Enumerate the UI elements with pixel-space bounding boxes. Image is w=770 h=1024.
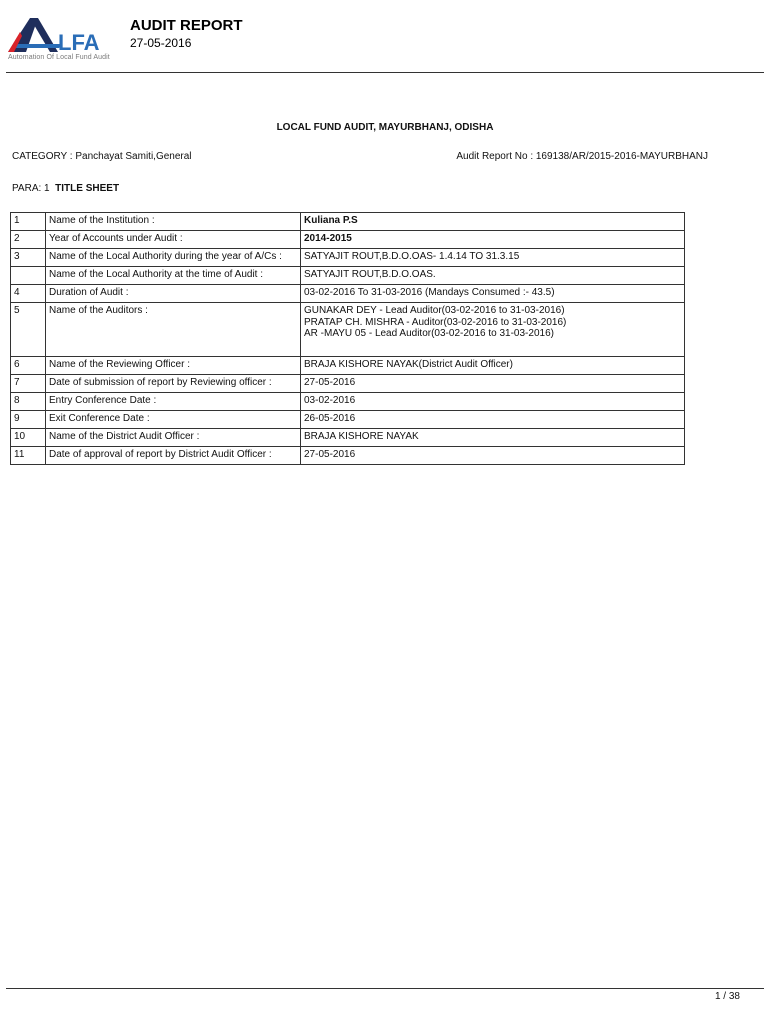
row-number: 1 — [11, 213, 46, 231]
row-number: 10 — [11, 429, 46, 447]
header-divider — [6, 72, 764, 73]
report-title: AUDIT REPORT — [130, 17, 243, 34]
para-title: TITLE SHEET — [55, 183, 120, 194]
row-number: 8 — [11, 393, 46, 411]
table-row — [11, 393, 685, 411]
table-row — [11, 375, 685, 393]
row-value: BRAJA KISHORE NAYAK(District Audit Officer) — [301, 357, 685, 375]
row-value: 2014-2015 — [301, 231, 685, 249]
table-row — [11, 357, 685, 375]
row-number: 2 — [11, 231, 46, 249]
alfa-logo — [6, 14, 124, 66]
table-row — [11, 447, 685, 465]
title-sheet-table — [10, 212, 685, 465]
row-label: Name of the Local Authority during the year of A/Cs : — [46, 249, 301, 267]
report-date: 27-05-2016 — [130, 36, 192, 50]
row-label: Date of approval of report by District Audit Officer : — [46, 447, 301, 465]
row-label: Year of Accounts under Audit : — [46, 231, 301, 249]
table-row — [11, 231, 685, 249]
row-label: Name of the Institution : — [46, 213, 301, 231]
row-number: 9 — [11, 411, 46, 429]
row-label: Exit Conference Date : — [46, 411, 301, 429]
auditors-cell — [301, 303, 685, 357]
row-value: 27-05-2016 — [301, 447, 685, 465]
para-prefix: PARA: 1 — [12, 183, 50, 194]
table-row — [11, 249, 685, 267]
row-label: Name of the District Audit Officer : — [46, 429, 301, 447]
row-value: BRAJA KISHORE NAYAK — [301, 429, 685, 447]
para-heading — [12, 183, 119, 194]
row-value: Kuliana P.S — [301, 213, 685, 231]
row-value: 03-02-2016 To 31-03-2016 (Mandays Consumed :- 43.5) — [301, 285, 685, 303]
row-value: SATYAJIT ROUT,B.D.O.OAS. — [301, 267, 685, 285]
row-value: 27-05-2016 — [301, 375, 685, 393]
auditor-line: GUNAKAR DEY - Lead Auditor(03-02-2016 to 31-03-2016) — [304, 305, 565, 316]
row-number: 7 — [11, 375, 46, 393]
row-number: 4 — [11, 285, 46, 303]
logo-tagline: Automation Of Local Fund Audit — [8, 54, 110, 61]
alfa-logo-mark — [6, 14, 124, 54]
row-number: 11 — [11, 447, 46, 465]
row-number: 3 — [11, 249, 46, 267]
row-label: Name of the Local Authority at the time of Audit : — [46, 267, 301, 285]
row-label: Entry Conference Date : — [46, 393, 301, 411]
row-label: Date of submission of report by Reviewing officer : — [46, 375, 301, 393]
table-row — [11, 213, 685, 231]
category-line: CATEGORY : Panchayat Samiti,General — [12, 151, 192, 162]
table-row — [11, 285, 685, 303]
row-value: SATYAJIT ROUT,B.D.O.OAS- 1.4.14 TO 31.3.15 — [301, 249, 685, 267]
audit-report-number: Audit Report No : 169138/AR/2015-2016-MAYURBHANJ — [456, 151, 708, 162]
logo-letters: LFA — [58, 30, 100, 54]
footer-divider — [6, 988, 764, 989]
auditor-line: AR -MAYU 05 - Lead Auditor(03-02-2016 to 31-03-2016) — [304, 328, 554, 339]
table-row — [11, 411, 685, 429]
row-value: 03-02-2016 — [301, 393, 685, 411]
row-number: 5 — [11, 303, 46, 357]
table-row — [11, 303, 685, 357]
table-row — [11, 267, 685, 285]
table-row — [11, 429, 685, 447]
row-number: 6 — [11, 357, 46, 375]
page-number: 1 / 38 — [714, 991, 740, 1002]
row-label: Duration of Audit : — [46, 285, 301, 303]
row-value: 26-05-2016 — [301, 411, 685, 429]
row-label: Name of the Reviewing Officer : — [46, 357, 301, 375]
auditor-line: PRATAP CH. MISHRA - Auditor(03-02-2016 to 31-03-2016) — [304, 316, 567, 328]
row-number — [11, 267, 46, 285]
organization-title: LOCAL FUND AUDIT, MAYURBHANJ, ODISHA — [276, 122, 494, 133]
row-label: Name of the Auditors : — [46, 303, 301, 357]
